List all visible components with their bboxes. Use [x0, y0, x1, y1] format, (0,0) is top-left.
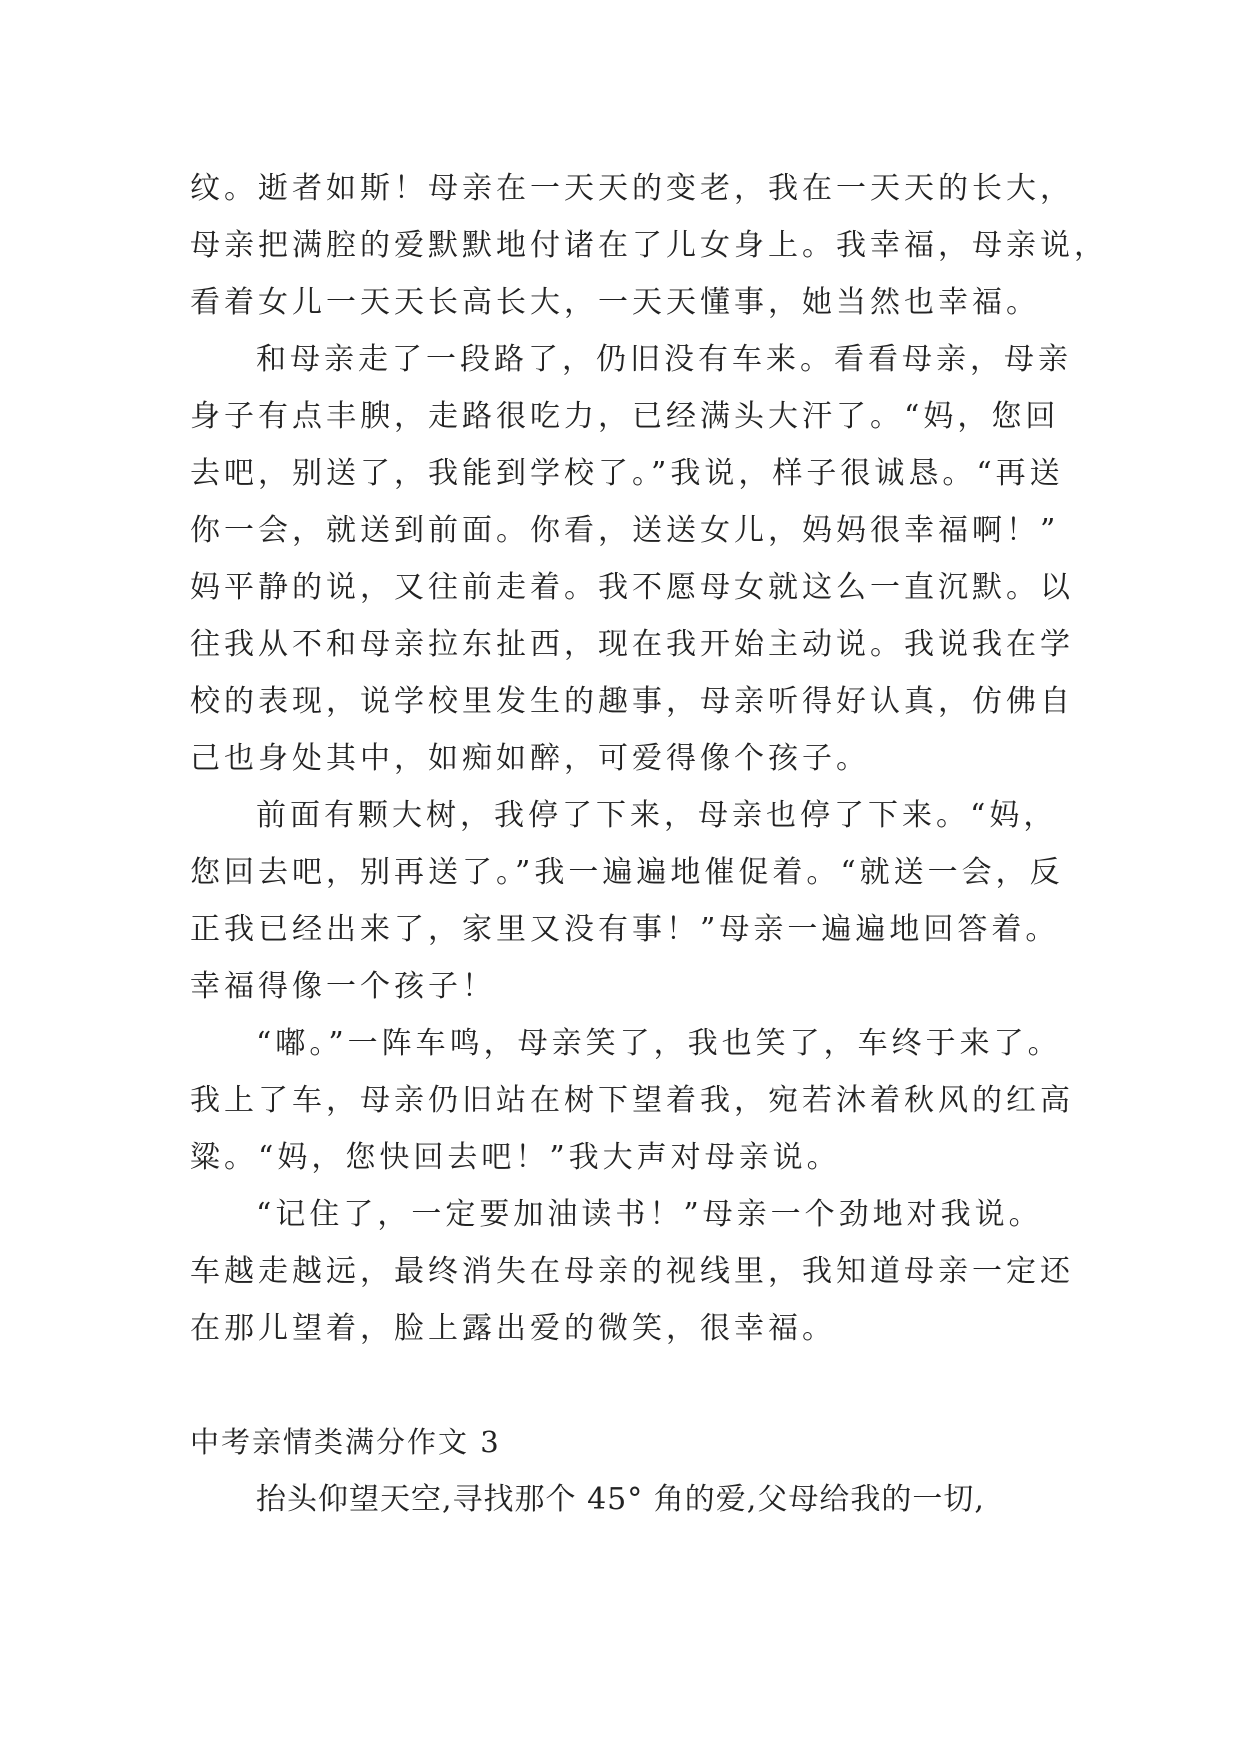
paragraph-start-line: 和母亲走了一段路了，仍旧没有车来。看看母亲，母亲	[256, 342, 1072, 377]
text-line: 您回去吧，别再送了。”我一遍遍地催促着。“就送一会，反	[190, 855, 1064, 890]
text-line: 纹。逝者如斯！母亲在一天天的变老，我在一天天的长大，	[190, 171, 1074, 206]
essay-body	[190, 160, 1108, 1528]
text-line: 往我从不和母亲拉东扯西，现在我开始主动说。我说我在学	[190, 627, 1074, 662]
text-line: 母亲把满腔的爱默默地付诸在了儿女身上。我幸福，母亲说，	[190, 228, 1108, 263]
text-line: 看着女儿一天天长高长大，一天天懂事，她当然也幸福。	[190, 285, 1040, 320]
text-line: 粱。“妈，您快回去吧！”我大声对母亲说。	[190, 1140, 841, 1175]
text-line: 妈平静的说，又往前走着。我不愿母女就这么一直沉默。以	[190, 570, 1074, 605]
text-line: 正我已经出来了，家里又没有事！”母亲一遍遍地回答着。	[190, 912, 1060, 947]
text-line: 我上了车，母亲仍旧站在树下望着我，宛若沐着秋风的红高	[190, 1083, 1074, 1118]
text-line: 你一会，就送到前面。你看，送送女儿，妈妈很幸福啊！”	[190, 513, 1060, 548]
text-line: 在那儿望着，脸上露出爱的微笑，很幸福。	[190, 1311, 836, 1346]
paragraph-start-line: 前面有颗大树，我停了下来，母亲也停了下来。“妈，	[256, 798, 1058, 833]
text-line: 校的表现，说学校里发生的趣事，母亲听得好认真，仿佛自	[190, 684, 1074, 719]
text-line: 己也身处其中，如痴如醉，可爱得像个孩子。	[190, 741, 870, 776]
paragraph-start-line: “嘟。”一阵车鸣，母亲笑了，我也笑了，车终于来了。	[256, 1026, 1062, 1061]
paragraph-start-line: 抬头仰望天空,寻找那个 45° 角的爱,父母给我的一切,	[256, 1482, 985, 1517]
text-line: 身子有点丰腴，走路很吃力，已经满头大汗了。“妈，您回	[190, 399, 1060, 434]
text-line: 去吧，别送了，我能到学校了。”我说，样子很诚恳。“再送	[190, 456, 1064, 491]
text-line: 车越走越远，最终消失在母亲的视线里，我知道母亲一定还	[190, 1254, 1074, 1289]
section-heading: 中考亲情类满分作文 3	[190, 1425, 501, 1459]
paragraph-start-line: “记住了，一定要加油读书！”母亲一个劲地对我说。	[256, 1197, 1043, 1232]
text-line: 幸福得像一个孩子！	[190, 969, 496, 1004]
